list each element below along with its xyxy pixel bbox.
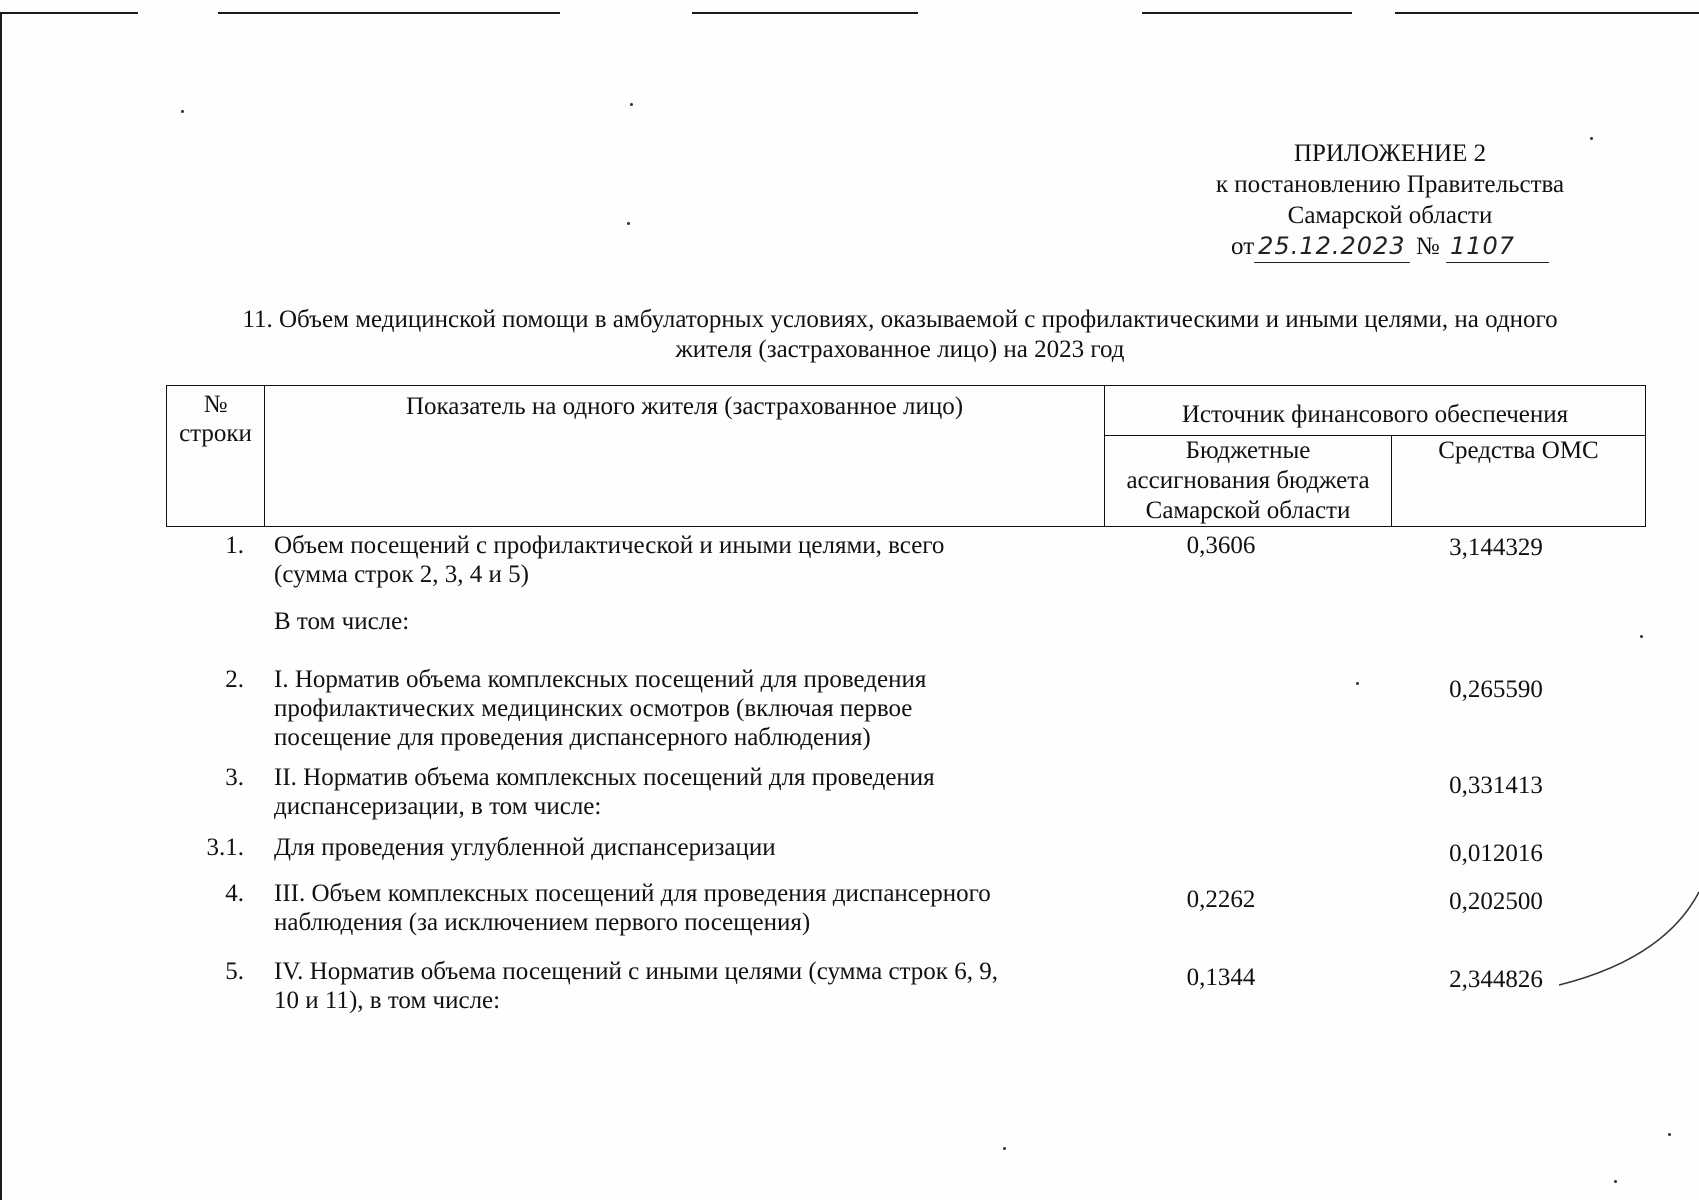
row-indicator-line: В том числе: <box>274 608 410 635</box>
row-number <box>166 597 252 601</box>
appendix-label: ПРИЛОЖЕНИЕ 2 <box>1293 140 1487 167</box>
scan-speck <box>630 103 633 106</box>
header-funding-source: Источник финансового обеспечения <box>1105 386 1645 436</box>
scan-edge-top <box>218 12 560 14</box>
row-number: 1. <box>225 532 244 559</box>
row-indicator-line: II. Норматив объема комплексных посещений для проведения <box>274 764 935 791</box>
table-row <box>166 749 1646 829</box>
row-number: 5. <box>225 958 244 985</box>
table-row <box>166 647 1646 749</box>
scan-edge-top <box>1395 12 1699 14</box>
row-budget-value <box>1092 597 1350 607</box>
row-oms-value: 0,012016 <box>1449 840 1543 867</box>
header-num-label: строки <box>179 420 252 447</box>
row-indicator-line: Объем посещений с профилактической и иными целями, всего <box>274 532 945 559</box>
row-oms-value: 3,144329 <box>1449 534 1543 561</box>
row-indicator-line: диспансеризации, в том числе: <box>274 793 602 820</box>
handwritten-date: 25.12.2023 <box>1254 231 1409 263</box>
table-body <box>166 527 1646 1023</box>
table-row <box>166 953 1646 1023</box>
scan-edge-top <box>1142 12 1352 14</box>
row-indicator-line: наблюдения (за исключением первого посещения) <box>274 909 811 936</box>
region-line: Самарской области <box>1287 202 1493 229</box>
row-indicator-line: Для проведения углубленной диспансеризации <box>274 834 776 861</box>
row-oms-value <box>1350 597 1642 609</box>
header-num-symbol: № <box>203 391 228 418</box>
header-oms-label: Средства ОМС <box>1438 437 1599 464</box>
row-indicator-line: IV. Норматив объема посещений с иными целями (сумма строк 6, 9, <box>274 958 998 985</box>
row-indicator <box>252 597 1092 636</box>
decree-line: к постановлению Правительства <box>1215 171 1565 198</box>
scan-speck <box>1668 1133 1671 1136</box>
section-title-line-2: жителя (застрахованное лицо) на 2023 год <box>675 336 1125 363</box>
table-header <box>166 385 1646 527</box>
row-number: 3.1. <box>206 834 244 861</box>
row-indicator <box>252 647 1092 752</box>
volume-table <box>166 385 1646 1023</box>
header-row-number <box>167 386 265 526</box>
header-indicator: Показатель на одного жителя (застрахованное лицо) <box>265 386 1105 526</box>
row-indicator <box>252 749 1092 821</box>
row-number: 3. <box>225 764 244 791</box>
row-indicator <box>252 875 1092 937</box>
row-budget-value: 0,1344 <box>1186 964 1256 991</box>
header-budget-line: Самарской области <box>1145 497 1351 524</box>
scan-speck <box>1614 1180 1617 1183</box>
row-indicator-line: (сумма строк 2, 3, 4 и 5) <box>274 561 530 588</box>
scan-edge-left <box>0 12 2 1200</box>
row-budget-value: 0,3606 <box>1186 532 1256 559</box>
scan-speck <box>627 222 630 225</box>
appendix-header <box>1170 138 1610 263</box>
scan-speck <box>1003 1147 1006 1150</box>
row-oms-value: 0,265590 <box>1449 676 1543 703</box>
row-number: 4. <box>225 880 244 907</box>
row-oms-value: 0,331413 <box>1449 772 1543 799</box>
header-budget-line: Бюджетные <box>1185 437 1311 464</box>
row-budget-value <box>1092 829 1350 839</box>
scan-edge-top <box>692 12 918 14</box>
table-row <box>166 527 1646 597</box>
table-row <box>166 829 1646 875</box>
header-oms <box>1392 436 1645 526</box>
row-oms-value: 0,202500 <box>1449 888 1543 915</box>
table-row <box>166 597 1646 647</box>
section-title <box>145 305 1655 365</box>
from-label: от <box>1231 233 1255 260</box>
row-indicator <box>252 953 1092 1015</box>
row-budget-value <box>1092 647 1350 657</box>
scan-edge-top <box>0 12 138 14</box>
row-oms-value: 2,344826 <box>1449 966 1543 993</box>
date-number-line <box>1170 231 1610 263</box>
handwritten-number: 1107 <box>1446 231 1549 263</box>
row-budget-value: 0,2262 <box>1186 886 1256 913</box>
section-title-line-1: 11. Объем медицинской помощи в амбулаторных условиях, оказываемой с профилактическими и иными целями, на одного <box>242 306 1558 333</box>
number-label: № <box>1415 233 1440 260</box>
row-indicator-line: профилактических медицинских осмотров (включая первое <box>274 695 913 722</box>
row-indicator-line: посещение для проведения диспансерного наблюдения) <box>274 724 871 751</box>
row-number: 2. <box>225 666 244 693</box>
row-indicator-line: III. Объем комплексных посещений для проведения диспансерного <box>274 880 991 907</box>
table-row <box>166 875 1646 953</box>
row-indicator-line: I. Норматив объема комплексных посещений для проведения <box>274 666 927 693</box>
row-indicator <box>252 527 1092 589</box>
header-budget <box>1105 436 1392 526</box>
scan-speck <box>181 110 184 113</box>
row-indicator <box>252 829 1092 862</box>
row-indicator-line: 10 и 11), в том числе: <box>274 987 501 1014</box>
row-budget-value <box>1092 749 1350 759</box>
header-budget-line: ассигнования бюджета <box>1126 467 1370 494</box>
